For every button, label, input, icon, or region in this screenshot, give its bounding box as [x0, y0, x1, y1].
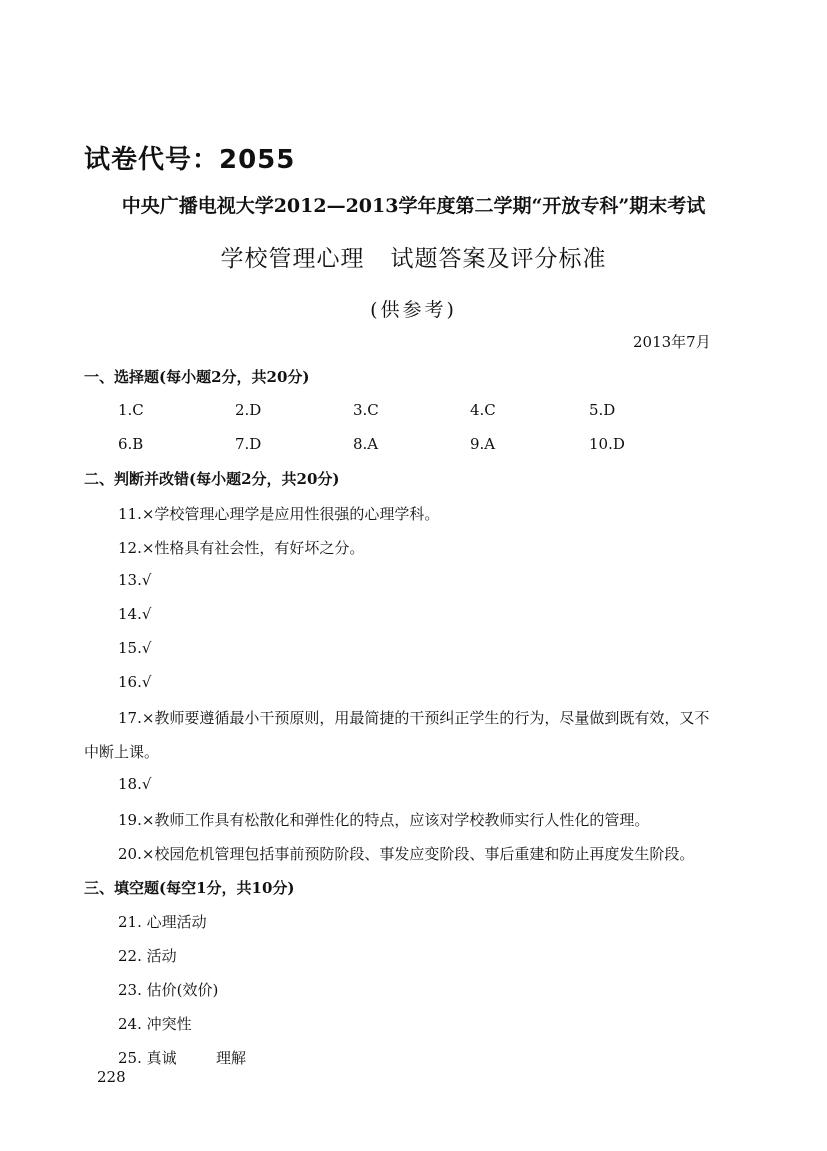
mc-answer: 1.C: [118, 401, 144, 419]
page-number: 228: [97, 1068, 126, 1086]
judgment-answer-continuation: 中断上课。: [84, 743, 160, 761]
judgment-answer: 14.√: [118, 605, 152, 623]
fill-blank-answer: 23. 估价(效价): [118, 981, 219, 999]
mc-answer: 6.B: [118, 435, 144, 453]
judgment-answer: 18.√: [118, 775, 152, 793]
judgment-answer: 15.√: [118, 639, 152, 657]
fill-blank-answer: 22. 活动: [118, 947, 177, 965]
fill-blank-answer-extra: 理解: [216, 1049, 247, 1067]
mc-answer: 2.D: [235, 401, 262, 419]
judgment-answer: 13.√: [118, 571, 152, 589]
judgment-answer: 16.√: [118, 673, 152, 691]
judgment-answer: 17.×教师要遵循最小干预原则，用最简捷的干预纠正学生的行为，尽量做到既有效，又不: [118, 709, 710, 727]
fill-blank-answer: 25. 真诚: [118, 1049, 177, 1067]
judgment-answer: 12.×性格具有社会性，有好坏之分。: [118, 539, 365, 557]
title-description: 试题答案及评分标准: [390, 246, 607, 272]
mc-answer: 7.D: [235, 435, 262, 453]
exam-heading: 中央广播电视大学2012—2013学年度第二学期“开放专科”期末考试: [121, 195, 706, 217]
section-3-heading: 三、填空题(每空1分，共10分): [84, 879, 295, 897]
mc-answer: 3.C: [353, 401, 379, 419]
section-1-heading: 一、选择题(每小题2分，共20分): [84, 368, 310, 386]
mc-answer: 4.C: [470, 401, 496, 419]
section-2-heading: 二、判断并改错(每小题2分，共20分): [84, 470, 340, 488]
mc-answer: 8.A: [353, 435, 379, 453]
document-subtitle: (供参考): [370, 299, 457, 321]
paper-code: 试卷代号：2055: [84, 145, 296, 175]
exam-date: 2013年7月: [633, 333, 711, 351]
fill-blank-answer: 21. 心理活动: [118, 913, 207, 931]
mc-answer: 10.D: [589, 435, 625, 453]
mc-answer: 9.A: [470, 435, 496, 453]
judgment-answer: 19.×教师工作具有松散化和弹性化的特点，应该对学校教师实行人性化的管理。: [118, 811, 650, 829]
mc-answer: 5.D: [589, 401, 616, 419]
judgment-answer: 11.×学校管理心理学是应用性很强的心理学科。: [118, 505, 440, 523]
document-title: [0, 240, 827, 273]
title-subject: 学校管理心理: [220, 246, 365, 272]
fill-blank-answer: 24. 冲突性: [118, 1015, 192, 1033]
judgment-answer: 20.×校园危机管理包括事前预防阶段、事发应变阶段、事后重建和防止再度发生阶段。: [118, 845, 695, 863]
